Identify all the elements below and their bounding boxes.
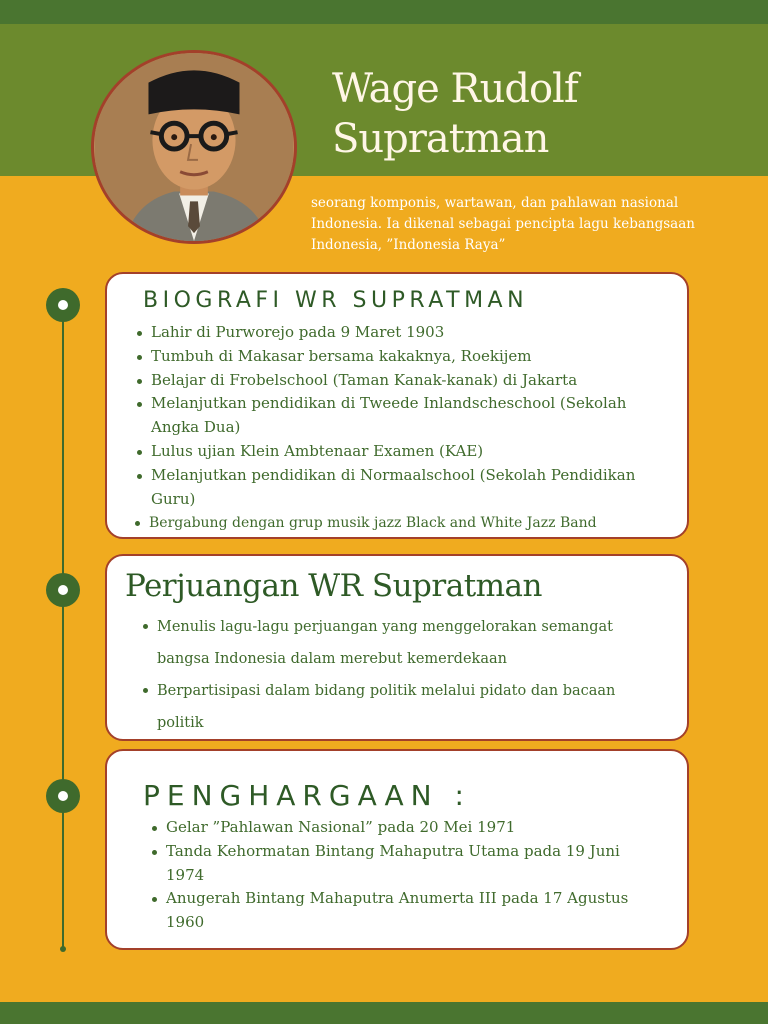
penghargaan-card: [105, 749, 689, 950]
name-line-1: Wage Rudolf: [332, 66, 578, 112]
list-item: Lahir di Purworejo pada 9 Maret 1903: [151, 321, 671, 345]
list-item: Tumbuh di Makasar bersama kakaknya, Roekijem: [151, 345, 671, 369]
subtitle: seorang komponis, wartawan, dan pahlawan nasional Indonesia. Ia dikenal sebagai pencipta lagu kebangsaan Indonesia, ”Indonesia Raya”: [311, 195, 695, 253]
timeline-node-biografi: [46, 288, 80, 322]
person-name: [332, 64, 732, 164]
list-item: Melanjutkan pendidikan di Normaalschool (Sekolah Pendidikan Guru): [151, 464, 671, 512]
timeline-node-perjuangan: [46, 573, 80, 607]
portrait-illustration: [94, 53, 294, 241]
timeline-line: [62, 303, 64, 950]
perjuangan-card: [105, 554, 689, 741]
list-item: Lulus ujian Klein Ambtenaar Examen (KAE): [151, 440, 671, 464]
penghargaan-list: [166, 816, 656, 935]
list-item: Bergabung dengan grup musik jazz Black and White Jazz Band: [149, 511, 671, 535]
portrait-photo: [91, 50, 297, 244]
biografi-title: BIOGRAFI WR SUPRATMAN: [143, 288, 529, 313]
list-item: Berpartisipasi dalam bidang politik melalui pidato dan bacaan politik: [157, 675, 657, 739]
list-item: Anugerah Bintang Mahaputra Anumerta III pada 17 Agustus 1960: [166, 887, 656, 935]
list-item: Melanjutkan pendidikan di Tweede Inlandscheschool (Sekolah Angka Dua): [151, 392, 671, 440]
bottom-bar: [0, 1002, 768, 1024]
list-item: Gelar ”Pahlawan Nasional” pada 20 Mei 1971: [166, 816, 656, 840]
list-item: Belajar di Frobelschool (Taman Kanak-kanak) di Jakarta: [151, 369, 671, 393]
penghargaan-title: PENGHARGAAN :: [143, 779, 471, 812]
biografi-card: [105, 272, 689, 539]
list-item: Menulis lagu-lagu perjuangan yang menggelorakan semangat bangsa Indonesia dalam merebut kemerdekaan: [157, 611, 657, 675]
timeline-end-dot: [60, 946, 66, 952]
perjuangan-list: [157, 611, 657, 739]
top-bar: [0, 0, 768, 24]
list-item: Tanda Kehormatan Bintang Mahaputra Utama pada 19 Juni 1974: [166, 840, 656, 888]
timeline-node-penghargaan: [46, 779, 80, 813]
perjuangan-title: Perjuangan WR Supratman: [125, 568, 543, 604]
name-line-2: Supratman: [332, 116, 549, 162]
biografi-list: [151, 321, 671, 535]
